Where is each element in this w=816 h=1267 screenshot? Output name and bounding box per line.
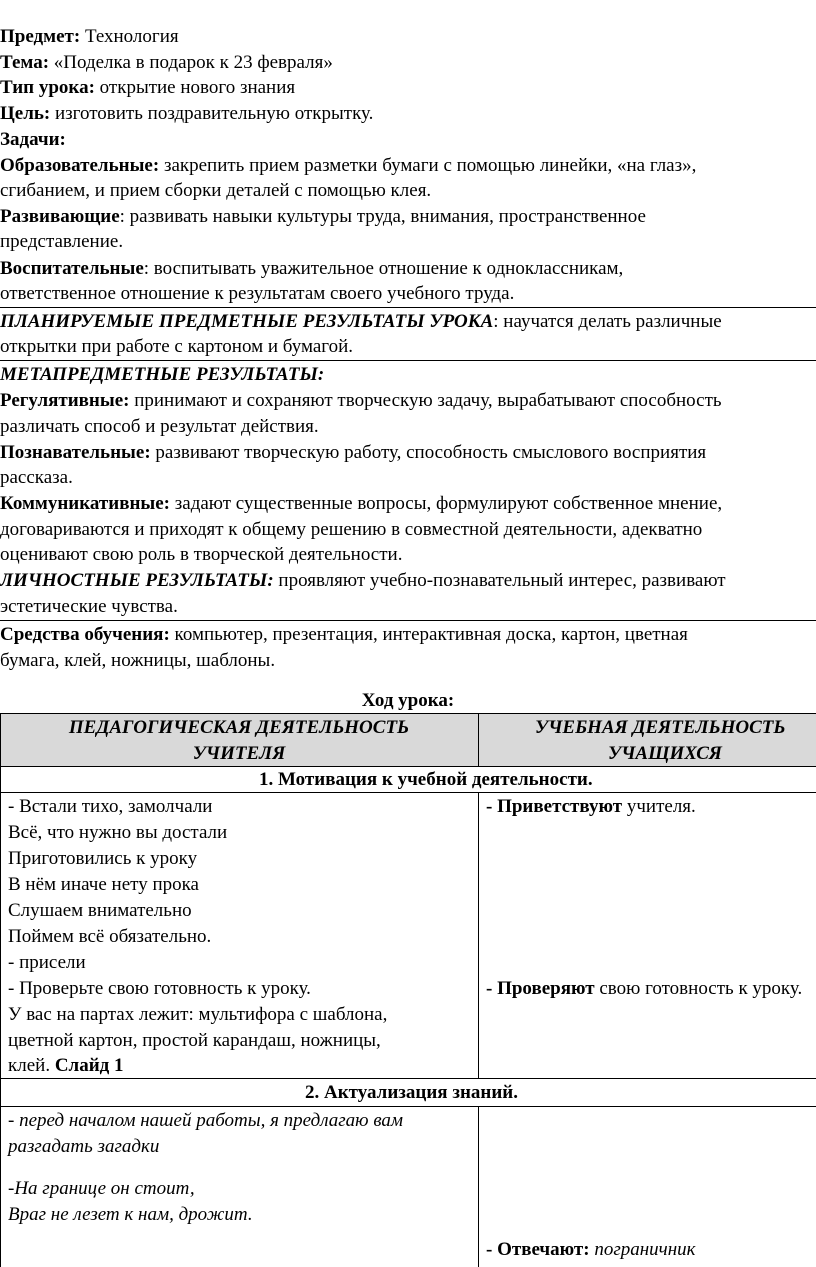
- personal-results-label: ЛИЧНОСТНЫЕ РЕЗУЛЬТАТЫ:: [0, 570, 274, 591]
- topic-label: Тема:: [0, 52, 50, 73]
- table-top-border: [0, 713, 816, 714]
- tasks-heading: Задачи:: [0, 129, 66, 150]
- meta-results-heading: МЕТАПРЕДМЕТНЫЕ РЕЗУЛЬТАТЫ:: [0, 364, 325, 385]
- teacher-column-header-2: УЧИТЕЛЯ: [192, 743, 286, 764]
- lesson-plan-title: Ход урока:: [361, 690, 455, 711]
- s2-student-answer-text: пограничник: [589, 1239, 696, 1260]
- upbringing-line-1: [0, 256, 623, 282]
- cognitive-label: Познавательные:: [0, 442, 151, 463]
- means-text-1: компьютер, презентация, интерактивная доска, картон, цветная: [169, 624, 688, 645]
- developing-line-2: представление.: [0, 231, 124, 252]
- regulatory-line-2: различать способ и результат действия.: [0, 416, 319, 437]
- cognitive-line-1: [0, 440, 706, 466]
- s1-teacher-line: - присели: [8, 952, 86, 973]
- s1-teacher-line: цветной картон, простой карандаш, ножницы,: [8, 1030, 381, 1051]
- s1-teacher-line: - Встали тихо, замолчали: [8, 796, 213, 817]
- regulatory-text-1: принимают и сохраняют творческую задачу, вырабатывают способность: [129, 390, 722, 411]
- s1-teacher-line: Слушаем внимательно: [8, 900, 192, 921]
- educational-line-1: [0, 153, 696, 179]
- s2-student-answer-line: [486, 1237, 696, 1263]
- means-line-1: [0, 622, 688, 648]
- divider-1: [0, 307, 816, 308]
- communicative-text-1: задают существенные вопросы, формулируют собственное мнение,: [170, 493, 723, 514]
- planned-results-line-1: [0, 309, 722, 335]
- educational-label: Образовательные:: [0, 155, 160, 176]
- s1-teacher-last-line: [8, 1053, 124, 1079]
- communicative-line-2: договариваются и приходят к общему решению в совместной деятельности, адекватно: [0, 519, 703, 540]
- goal-value: изготовить поздравительную открытку.: [50, 103, 374, 124]
- personal-results-text-1: проявляют учебно-познавательный интерес, развивают: [273, 570, 726, 591]
- planned-results-line-2: открытки при работе с картоном и бумагой.: [0, 336, 354, 357]
- s1-teacher-line: Поймем всё обязательно.: [8, 926, 212, 947]
- goal-label: Цель:: [0, 103, 51, 124]
- student-column-header-2: УЧАЩИХСЯ: [608, 743, 722, 764]
- section1-column-divider: [478, 792, 479, 1078]
- student-column-header-1: УЧЕБНАЯ ДЕЯТЕЛЬНОСТЬ: [535, 717, 786, 738]
- s1-teacher-line: Всё, что нужно вы достали: [8, 822, 228, 843]
- communicative-line-3: оценивают свою роль в творческой деятельности.: [0, 544, 403, 565]
- s2-riddle-line-1: -На границе он стоит,: [8, 1178, 195, 1199]
- s1-teacher-line: У вас на партах лежит: мультифора с шаблона,: [8, 1004, 388, 1025]
- s2-student-answer-verb: - Отвечают:: [486, 1239, 590, 1260]
- educational-text-1: закрепить прием разметки бумаги с помощью линейки, «на глаз»,: [159, 155, 697, 176]
- subject-value: Технология: [80, 26, 179, 47]
- regulatory-label: Регулятивные:: [0, 390, 130, 411]
- table-left-border: [0, 713, 1, 1267]
- section-1-heading: 1. Мотивация к учебной деятельности.: [259, 769, 593, 790]
- upbringing-text-1: : воспитывать уважительное отношение к одноклассникам,: [143, 258, 624, 279]
- table-header-column-divider: [478, 713, 479, 766]
- communicative-line-1: [0, 491, 722, 517]
- communicative-label: Коммуникативные:: [0, 493, 170, 514]
- cognitive-line-2: рассказа.: [0, 467, 73, 488]
- upbringing-line-2: ответственное отношение к результатам своего учебного труда.: [0, 283, 515, 304]
- subject-line: [0, 24, 179, 50]
- teacher-column-header-1: ПЕДАГОГИЧЕСКАЯ ДЕЯТЕЛЬНОСТЬ: [68, 717, 410, 738]
- s1-student-greet: [486, 794, 696, 820]
- s2-teacher-line-1: - перед началом нашей работы, я предлагаю вам: [8, 1110, 404, 1131]
- lesson-type-value: открытие нового знания: [94, 77, 296, 98]
- slide-1-label: Слайд 1: [54, 1055, 124, 1076]
- lesson-type-line: [0, 75, 295, 101]
- s1-student-greet-verb: - Приветствуют: [486, 796, 623, 817]
- planned-results-text-1: : научатся делать различные: [493, 311, 722, 332]
- divider-2: [0, 360, 816, 361]
- s1-teacher-line: Приготовились к уроку: [8, 848, 198, 869]
- s1-student-check-verb: - Проверяют: [486, 978, 595, 999]
- developing-text-1: : развивать навыки культуры труда, внимания, пространственное: [119, 206, 646, 227]
- upbringing-label: Воспитательные: [0, 258, 144, 279]
- subject-label: Предмет:: [0, 26, 81, 47]
- section2-column-divider: [478, 1106, 479, 1267]
- s1-student-greet-text: учителя.: [622, 796, 696, 817]
- educational-line-2: сгибанием, и прием сборки деталей с помощью клея.: [0, 180, 432, 201]
- personal-results-line-1: [0, 568, 726, 594]
- divider-3: [0, 620, 816, 621]
- s2-riddle-line-2: Враг не лезет к нам, дрожит.: [8, 1204, 253, 1225]
- developing-label: Развивающие: [0, 206, 120, 227]
- s2-teacher-line-2: разгадать загадки: [8, 1136, 160, 1157]
- s1-teacher-line: В нём иначе нету прока: [8, 874, 199, 895]
- planned-results-label: ПЛАНИРУЕМЫЕ ПРЕДМЕТНЫЕ РЕЗУЛЬТАТЫ УРОКА: [0, 311, 494, 332]
- s1-teacher-last-text: клей.: [8, 1055, 55, 1076]
- developing-line-1: [0, 204, 646, 230]
- topic-value: «Поделка в подарок к 23 февраля»: [49, 52, 333, 73]
- goal-line: [0, 101, 373, 127]
- s1-teacher-line: - Проверьте свою готовность к уроку.: [8, 978, 311, 999]
- section2-bottom-border: [0, 1106, 816, 1107]
- means-label: Средства обучения:: [0, 624, 170, 645]
- regulatory-line-1: [0, 388, 722, 414]
- topic-line: [0, 50, 333, 76]
- s1-student-check-text: свою готовность к уроку.: [594, 978, 803, 999]
- means-line-2: бумага, клей, ножницы, шаблоны.: [0, 650, 276, 671]
- lesson-type-label: Тип урока:: [0, 77, 95, 98]
- s1-student-check: [486, 976, 802, 1002]
- section-2-heading: 2. Актуализация знаний.: [305, 1082, 519, 1103]
- personal-results-line-2: эстетические чувства.: [0, 596, 178, 617]
- cognitive-text-1: развивают творческую работу, способность смыслового восприятия: [150, 442, 707, 463]
